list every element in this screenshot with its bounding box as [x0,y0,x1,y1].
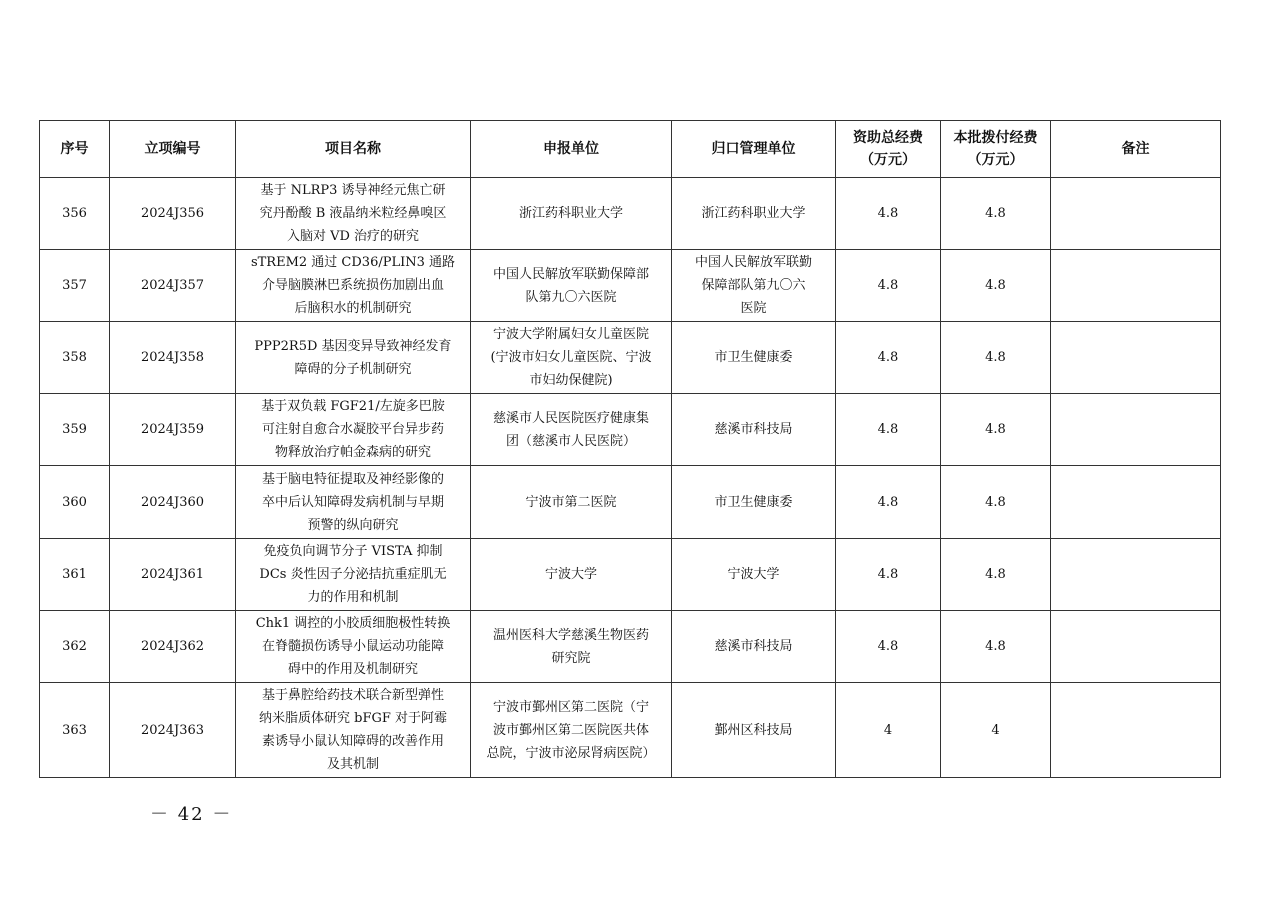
mgmt-line: 医院 [740,301,767,316]
name-line: 究丹酚酸 B 液晶纳米粒经鼻嗅区 [259,206,447,221]
table-row [40,539,1221,611]
cell-name [236,466,471,539]
unit-line: 宁波市第二医院 [525,494,617,510]
cell-batch: 4.8 [941,178,1051,250]
mgmt-line: 慈溪市科技局 [714,639,793,654]
cell-name [236,394,471,466]
cell-batch: 4 [941,683,1051,778]
mgmt-line: 保障部队第九〇六 [701,278,806,293]
cell-seq: 363 [40,683,110,778]
cell-code: 2024J359 [110,394,236,466]
cell-unit [471,611,672,683]
cell-batch: 4.8 [941,394,1051,466]
name-line: 碍中的作用及机制研究 [287,662,418,677]
unit-line: 团（慈溪市人民医院） [505,433,636,449]
cell-mgmt [672,394,836,466]
page-number: － 42 － [150,804,233,825]
name-line: 预警的纵向研究 [307,517,399,533]
name-line: 介导脑膜淋巴系统损伤加剧出血 [261,278,444,293]
unit-line: 波市鄞州区第二医院医共体 [492,722,649,738]
name-line: 基于鼻腔给药技术联合新型弹性 [261,688,444,703]
unit-line: 市妇幼保健院) [529,373,613,388]
cell-code: 2024J362 [110,611,236,683]
mgmt-line: 市卫生健康委 [714,494,793,510]
cell-name [236,539,471,611]
name-line: 基于脑电特征提取及神经影像的 [261,471,444,487]
name-line: 在脊髓损伤诱导小鼠运动功能障 [261,639,444,654]
name-line: 障碍的分子机制研究 [294,361,412,377]
cell-mgmt [672,539,836,611]
cell-total: 4.8 [836,539,941,611]
name-line: 入脑对 VD 治疗的研究 [286,229,420,244]
unit-line: 宁波市鄞州区第二医院（宁 [492,699,649,715]
unit-line: 温州医科大学慈溪生物医药 [492,627,649,643]
header-seq: 序号 [40,121,110,178]
name-line: 力的作用和机制 [307,590,399,605]
cell-mgmt [672,322,836,394]
cell-mgmt [672,611,836,683]
header-total-line1: 资助总经费 [853,130,923,146]
cell-seq: 358 [40,322,110,394]
name-line: 物释放治疗帕金森病的研究 [274,445,431,460]
table-row [40,394,1221,466]
cell-unit [471,250,672,322]
cell-total: 4.8 [836,322,941,394]
unit-line: 中国人民解放军联勤保障部 [492,266,649,282]
cell-code: 2024J363 [110,683,236,778]
unit-line: 队第九〇六医院 [525,289,617,305]
cell-note [1051,611,1221,683]
unit-line: 浙江药科职业大学 [518,206,623,221]
mgmt-line: 宁波大学 [727,567,780,582]
cell-note [1051,539,1221,611]
table-row [40,178,1221,250]
cell-total: 4.8 [836,466,941,539]
cell-name [236,611,471,683]
cell-seq: 357 [40,250,110,322]
name-line: 卒中后认知障碍发病机制与早期 [261,494,444,510]
cell-seq: 359 [40,394,110,466]
header-code: 立项编号 [110,121,236,178]
table-row [40,611,1221,683]
cell-note [1051,322,1221,394]
name-line: PPP2R5D 基因变异导致神经发育 [254,338,452,354]
cell-unit [471,394,672,466]
header-total [836,121,941,178]
name-line: 基于 NLRP3 诱导神经元焦亡研 [260,183,446,198]
table-row [40,466,1221,539]
cell-total: 4.8 [836,178,941,250]
unit-line: 总院，宁波市泌尿肾病医院） [486,745,656,761]
table-body [40,178,1221,778]
name-line: 免疫负向调节分子 VISTA 抑制 [263,544,443,559]
name-line: 纳米脂质体研究 bFGF 对于阿霉 [258,711,447,726]
unit-line: 宁波大学附属妇女儿童医院 [492,327,649,342]
cell-note [1051,394,1221,466]
header-name: 项目名称 [236,121,471,178]
name-line: 后脑积水的机制研究 [294,301,412,316]
cell-unit [471,322,672,394]
table-row [40,250,1221,322]
cell-mgmt [672,178,836,250]
cell-note [1051,178,1221,250]
header-batch-line1: 本批拨付经费 [953,130,1038,146]
unit-line: 研究院 [551,650,591,666]
cell-total: 4 [836,683,941,778]
cell-unit [471,683,672,778]
cell-mgmt [672,466,836,539]
name-line: 素诱导小鼠认知障碍的改善作用 [261,734,444,749]
funding-table [39,120,1221,778]
cell-code: 2024J356 [110,178,236,250]
header-note: 备注 [1051,121,1221,178]
cell-total: 4.8 [836,611,941,683]
cell-note [1051,466,1221,539]
cell-mgmt [672,250,836,322]
header-row [40,121,1221,178]
mgmt-line: 鄞州区科技局 [714,722,793,738]
cell-batch: 4.8 [941,466,1051,539]
cell-note [1051,683,1221,778]
mgmt-line: 中国人民解放军联勤 [694,255,812,270]
header-mgmt: 归口管理单位 [672,121,836,178]
name-line: 基于双负载 FGF21/左旋多巴胺 [261,399,445,414]
cell-total: 4.8 [836,394,941,466]
unit-line: 宁波大学 [544,567,597,582]
cell-note [1051,250,1221,322]
cell-mgmt [672,683,836,778]
cell-batch: 4.8 [941,250,1051,322]
cell-code: 2024J360 [110,466,236,539]
header-batch-line2: （万元） [967,152,1024,168]
cell-unit [471,178,672,250]
mgmt-line: 市卫生健康委 [714,350,793,365]
header-total-line2: （万元） [860,152,916,168]
header-unit: 申报单位 [471,121,672,178]
cell-total: 4.8 [836,250,941,322]
name-line: 及其机制 [326,757,379,772]
cell-name [236,322,471,394]
name-line: DCs 炎性因子分泌拮抗重症肌无 [259,567,447,582]
cell-seq: 356 [40,178,110,250]
mgmt-line: 浙江药科职业大学 [701,206,806,221]
cell-code: 2024J358 [110,322,236,394]
cell-unit [471,539,672,611]
header-batch [941,121,1051,178]
cell-seq: 361 [40,539,110,611]
table-row [40,322,1221,394]
cell-seq: 362 [40,611,110,683]
name-line: 可注射自愈合水凝胶平台异步药 [261,422,444,437]
name-line: Chk1 调控的小胶质细胞极性转换 [255,616,451,631]
cell-code: 2024J361 [110,539,236,611]
table-row [40,683,1221,778]
cell-code: 2024J357 [110,250,236,322]
name-line: sTREM2 通过 CD36/PLIN3 通路 [250,255,456,270]
cell-batch: 4.8 [941,611,1051,683]
cell-seq: 360 [40,466,110,539]
cell-name [236,683,471,778]
mgmt-line: 慈溪市科技局 [714,422,793,437]
cell-unit [471,466,672,539]
cell-batch: 4.8 [941,539,1051,611]
cell-batch: 4.8 [941,322,1051,394]
unit-line: (宁波市妇女儿童医院、宁波 [490,350,652,365]
cell-name [236,250,471,322]
unit-line: 慈溪市人民医院医疗健康集 [492,410,649,426]
cell-name [236,178,471,250]
